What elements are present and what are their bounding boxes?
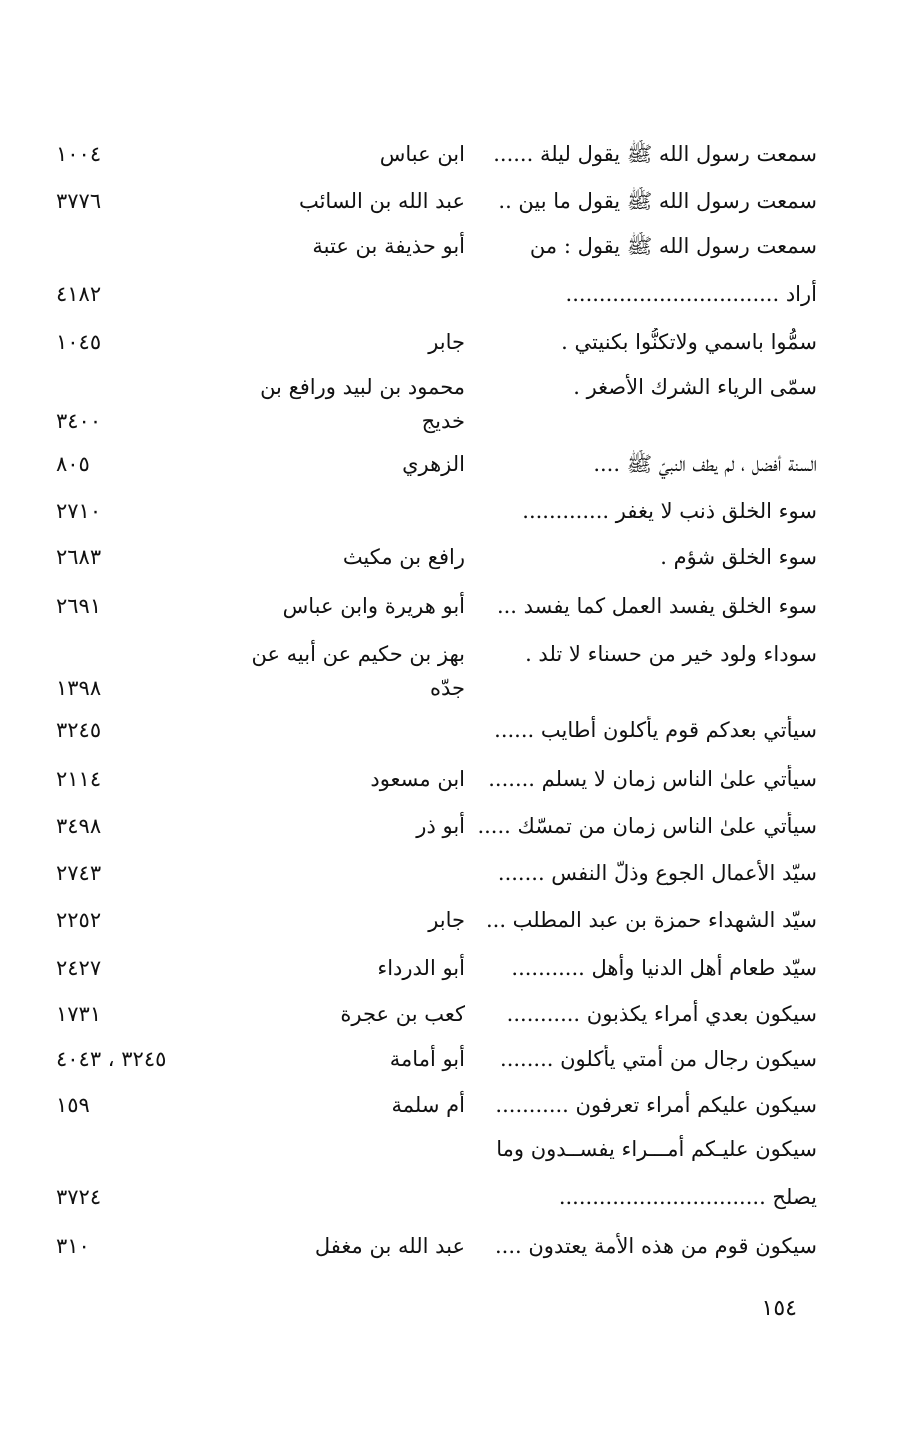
narrator: رافع بن مكيث <box>342 545 465 569</box>
index-entry <box>0 1135 897 1209</box>
index-entry <box>0 232 897 306</box>
hadith-text <box>457 450 817 479</box>
hadith-text <box>457 280 817 309</box>
hadith-text <box>457 954 817 983</box>
hadith-text <box>457 497 817 526</box>
hadith-line: سمُّوا باسمي ولاتكنُّوا بكنيتي . <box>557 330 817 354</box>
index-entry <box>0 1232 897 1292</box>
hadith-number: ١٠٤٥ <box>56 330 102 354</box>
hadith-text <box>457 232 817 261</box>
hadith-line: سيأتي بعدكم قوم يأكلون أطايب ...... <box>490 718 817 742</box>
hadith-number: ١٧٣١ <box>56 1002 102 1026</box>
hadith-text <box>457 716 817 745</box>
narrator: جابر <box>428 330 465 354</box>
hadith-number: ٣٤٩٨ <box>56 814 102 838</box>
hadith-number: ٣٤٠٠ <box>56 409 102 433</box>
hadith-line: سمعت رسول الله ﷺ يقول ليلة ...... <box>489 142 817 166</box>
hadith-number: ٢١١٤ <box>56 767 102 791</box>
index-entry <box>0 373 897 433</box>
narrator: أم سلمة <box>391 1093 465 1117</box>
hadith-number: ٢٧١٠ <box>56 499 102 523</box>
hadith-line: سيّد الأعمال الجوع وذلّ النفس ....... <box>494 861 817 885</box>
hadith-line: يصلح ............................... <box>555 1185 817 1209</box>
narrator: أبو هريرة وابن عباس <box>282 594 465 618</box>
narrator: أبو أمامة <box>389 1047 465 1071</box>
hadith-text <box>457 140 817 169</box>
narrator: أبو حذيفة بن عتبة <box>312 234 465 258</box>
hadith-line: سيأتي علىٰ الناس زمان من تمسّك ..... <box>473 814 817 838</box>
hadith-text <box>457 1000 817 1029</box>
narrator: أبو ذر <box>416 814 465 838</box>
hadith-text <box>457 1091 817 1120</box>
hadith-number: ١٣٩٨ <box>56 676 102 700</box>
hadith-number: ٤١٨٢ <box>56 282 102 306</box>
hadith-line: سوداء ولود خير من حسناء لا تلد . <box>521 642 817 666</box>
hadith-line: سيكون بعدي أمراء يكذبون ........... <box>503 1002 817 1026</box>
hadith-number: ٢٢٥٢ <box>56 908 102 932</box>
hadith-text <box>457 1183 817 1212</box>
hadith-text <box>457 328 817 357</box>
hadith-text <box>457 543 817 572</box>
hadith-text <box>457 765 817 794</box>
hadith-text <box>457 812 817 841</box>
hadith-text <box>457 906 817 935</box>
hadith-text <box>457 592 817 621</box>
hadith-number: ١٥٩ <box>56 1093 90 1117</box>
hadith-number: ٣٧٢٤ <box>56 1185 102 1209</box>
narrator: جدّه <box>429 676 465 700</box>
narrator: عبد الله بن السائب <box>298 189 465 213</box>
hadith-number: ٢٤٢٧ <box>56 956 102 980</box>
narrator: خديج <box>421 409 465 433</box>
narrator: عبد الله بن مغفل <box>314 1234 465 1258</box>
hadith-number: ١٠٠٤ <box>56 142 102 166</box>
narrator: محمود بن لبيد ورافع بن <box>260 375 465 399</box>
hadith-text <box>457 640 817 669</box>
hadith-text <box>457 1045 817 1074</box>
narrator: بهز بن حكيم عن أبيه عن <box>251 642 465 666</box>
hadith-line: سيّد طعام أهل الدنيا وأهل ........... <box>507 956 817 980</box>
hadith-line: أراد ................................ <box>562 282 817 306</box>
hadith-line: سوء الخلق شؤم . <box>656 545 817 569</box>
hadith-number: ٢٦٨٣ <box>56 545 102 569</box>
hadith-text <box>457 1135 817 1164</box>
hadith-line: سمعت رسول الله ﷺ يقول : من <box>526 234 817 258</box>
page-number: ١٥٤ <box>761 1296 797 1321</box>
hadith-number: ٣٧٧٦ <box>56 189 102 213</box>
hadith-number: ٣١٠ <box>56 1234 90 1258</box>
hadith-line: سيّد الشهداء حمزة بن عبد المطلب ... <box>482 908 817 932</box>
hadith-text <box>457 859 817 888</box>
narrator: جابر <box>428 908 465 932</box>
hadith-line: سوء الخلق ذنب لا يغفر ............. <box>518 499 817 523</box>
hadith-line: سيكون رجال من أمتي يأكلون ........ <box>496 1047 817 1071</box>
hadith-line: سوء الخلق يفسد العمل كما يفسد ... <box>493 594 817 618</box>
hadith-line: السنة أفضل ، لم يطف النبيّ ﷺ .... <box>589 452 817 476</box>
hadith-line: سيكون عليكم أمراء تعرفون ........... <box>491 1093 817 1117</box>
hadith-line: سيكون قوم من هذه الأمة يعتدون .... <box>491 1234 817 1258</box>
hadith-number: ٢٦٩١ <box>56 594 102 618</box>
hadith-number: ٢٧٤٣ <box>56 861 102 885</box>
narrator: الزهري <box>402 452 465 476</box>
hadith-line: سيأتي علىٰ الناس زمان لا يسلم ....... <box>484 767 817 791</box>
narrator: ابن عباس <box>379 142 465 166</box>
hadith-number: ٣٢٤٥ ، ٤٠٤٣ <box>56 1047 167 1071</box>
narrator: ابن مسعود <box>370 767 465 791</box>
narrator: كعب بن عجرة <box>340 1002 465 1026</box>
hadith-line: سمعت رسول الله ﷺ يقول ما بين .. <box>494 189 817 213</box>
hadith-line: سيكون عليـكم أمـــراء يفســدون وما <box>492 1137 817 1161</box>
index-entry <box>0 640 897 700</box>
hadith-line: سمّى الرياء الشرك الأصغر . <box>569 375 817 399</box>
narrator: أبو الدرداء <box>377 956 465 980</box>
hadith-number: ٣٢٤٥ <box>56 718 102 742</box>
hadith-text <box>457 373 817 402</box>
hadith-text <box>457 187 817 216</box>
hadith-text <box>457 1232 817 1261</box>
hadith-number: ٨٠٥ <box>56 452 90 476</box>
